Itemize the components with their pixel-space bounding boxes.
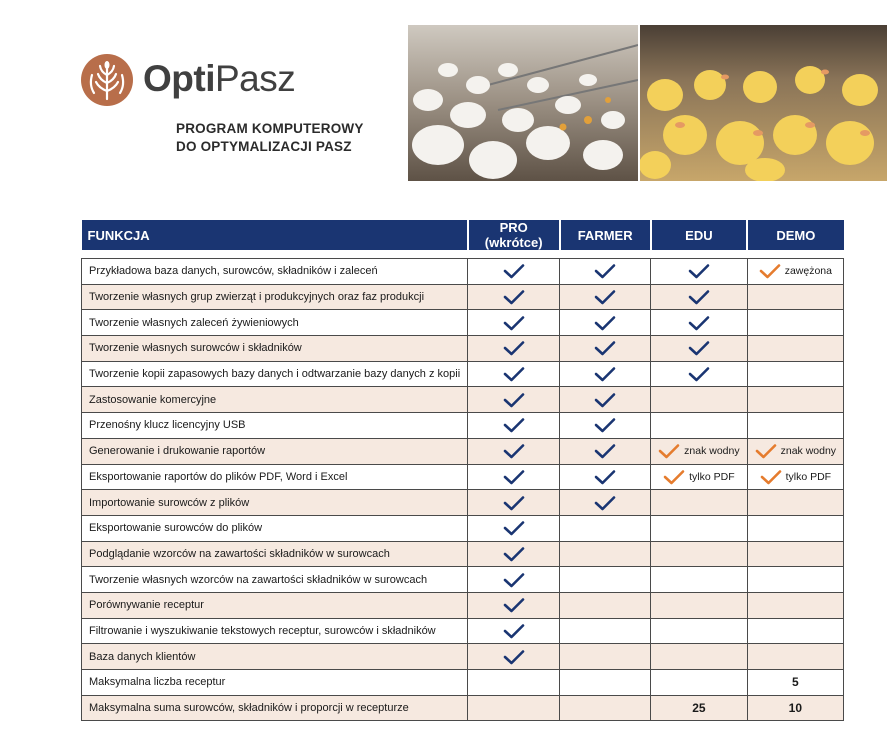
feature-cell xyxy=(468,592,560,618)
blue-check-icon xyxy=(594,263,616,279)
feature-name: Tworzenie własnych wzorców na zawartości składników w surowcach xyxy=(82,567,468,593)
blue-check-icon xyxy=(688,289,710,305)
feature-cell xyxy=(560,413,651,439)
empty-cell xyxy=(747,336,843,362)
empty-cell xyxy=(651,387,747,413)
limit-value: 25 xyxy=(651,695,747,721)
table-row xyxy=(82,361,844,387)
feature-name: Podglądanie wzorców na zawartości składników w surowcach xyxy=(82,541,468,567)
feature-name: Maksymalna liczba receptur xyxy=(82,670,468,696)
table-row xyxy=(82,592,844,618)
empty-cell xyxy=(560,695,651,721)
table-row xyxy=(82,464,844,490)
feature-name: Przykładowa baza danych, surowców, składników i zaleceń xyxy=(82,259,468,285)
feature-name: Przenośny klucz licencyjny USB xyxy=(82,413,468,439)
empty-cell xyxy=(747,567,843,593)
brand-light: Pasz xyxy=(214,58,296,99)
feature-cell xyxy=(560,361,651,387)
empty-cell xyxy=(651,592,747,618)
feature-cell xyxy=(468,336,560,362)
feature-cell-limited xyxy=(747,259,843,285)
blue-check-icon xyxy=(503,597,525,613)
empty-cell xyxy=(651,567,747,593)
feature-cell xyxy=(468,464,560,490)
feature-name: Eksportowanie surowców do plików xyxy=(82,515,468,541)
feature-cell xyxy=(468,413,560,439)
limitation-note: tylko PDF xyxy=(785,470,832,483)
feature-name: Eksportowanie raportów do plików PDF, Word i Excel xyxy=(82,464,468,490)
feature-name: Tworzenie własnych surowców i składników xyxy=(82,336,468,362)
feature-cell xyxy=(560,310,651,336)
feature-cell xyxy=(651,336,747,362)
feature-cell xyxy=(468,310,560,336)
blue-check-icon xyxy=(503,289,525,305)
empty-cell xyxy=(560,618,651,644)
table-row xyxy=(82,490,844,516)
feature-cell xyxy=(468,567,560,593)
blue-check-icon xyxy=(503,443,525,459)
blue-check-icon xyxy=(594,315,616,331)
blue-check-icon xyxy=(503,623,525,639)
empty-cell xyxy=(651,618,747,644)
chickens-photo xyxy=(408,25,638,181)
empty-cell xyxy=(560,644,651,670)
table-row xyxy=(82,618,844,644)
blue-check-icon xyxy=(594,392,616,408)
feature-comparison-table xyxy=(81,220,844,721)
empty-cell xyxy=(747,361,843,387)
column-header-farmer: FARMER xyxy=(560,220,651,250)
limitation-note: zawężona xyxy=(784,265,832,278)
blue-check-icon xyxy=(503,263,525,279)
feature-cell xyxy=(651,361,747,387)
blue-check-icon xyxy=(594,443,616,459)
brand-bold: Opti xyxy=(143,58,215,99)
feature-name: Zastosowanie komercyjne xyxy=(82,387,468,413)
feature-cell xyxy=(560,336,651,362)
blue-check-icon xyxy=(503,340,525,356)
empty-cell xyxy=(747,515,843,541)
empty-cell xyxy=(468,695,560,721)
empty-cell xyxy=(560,592,651,618)
feature-cell-limited xyxy=(651,438,747,464)
column-header-edu: EDU xyxy=(651,220,747,250)
empty-cell xyxy=(747,413,843,439)
blue-check-icon xyxy=(503,520,525,536)
column-header-demo: DEMO xyxy=(747,220,843,250)
empty-cell xyxy=(747,284,843,310)
column-header-funkcja: FUNKCJA xyxy=(82,220,468,250)
blue-check-icon xyxy=(594,366,616,382)
feature-cell xyxy=(560,438,651,464)
empty-cell xyxy=(560,515,651,541)
brand-wordmark xyxy=(143,57,295,101)
feature-cell xyxy=(468,284,560,310)
feature-cell xyxy=(468,618,560,644)
empty-cell xyxy=(651,541,747,567)
feature-name: Generowanie i drukowanie raportów xyxy=(82,438,468,464)
blue-check-icon xyxy=(503,649,525,665)
feature-name: Baza danych klientów xyxy=(82,644,468,670)
empty-cell xyxy=(651,413,747,439)
empty-cell xyxy=(651,644,747,670)
table-row xyxy=(82,387,844,413)
orange-check-icon xyxy=(658,443,680,459)
empty-cell xyxy=(747,592,843,618)
empty-cell xyxy=(747,644,843,670)
feature-cell-limited xyxy=(747,464,843,490)
wheat-logo-icon xyxy=(80,53,134,107)
blue-check-icon xyxy=(594,340,616,356)
limitation-note: znak wodny xyxy=(684,445,740,458)
feature-cell xyxy=(560,259,651,285)
table-row xyxy=(82,259,844,285)
blue-check-icon xyxy=(594,417,616,433)
blue-check-icon xyxy=(688,315,710,331)
feature-name: Tworzenie własnych zaleceń żywieniowych xyxy=(82,310,468,336)
feature-name: Maksymalna suma surowców, składników i proporcji w recepturze xyxy=(82,695,468,721)
blue-check-icon xyxy=(503,546,525,562)
feature-cell xyxy=(560,490,651,516)
table-row xyxy=(82,695,844,721)
table-row xyxy=(82,336,844,362)
table-row xyxy=(82,310,844,336)
feature-cell xyxy=(560,387,651,413)
table-row xyxy=(82,644,844,670)
feature-cell xyxy=(468,515,560,541)
feature-cell xyxy=(468,361,560,387)
feature-cell xyxy=(468,387,560,413)
table-row xyxy=(82,670,844,696)
orange-check-icon xyxy=(663,469,685,485)
limitation-note: znak wodny xyxy=(780,445,837,458)
empty-cell xyxy=(651,670,747,696)
blue-check-icon xyxy=(688,263,710,279)
ducklings-photo xyxy=(640,25,887,181)
table-row xyxy=(82,413,844,439)
blue-check-icon xyxy=(594,289,616,305)
feature-cell-limited xyxy=(651,464,747,490)
orange-check-icon xyxy=(755,443,777,459)
limit-value: 10 xyxy=(747,695,843,721)
feature-cell-limited xyxy=(747,438,843,464)
empty-cell xyxy=(651,490,747,516)
table-row xyxy=(82,515,844,541)
feature-cell xyxy=(468,259,560,285)
empty-cell xyxy=(747,490,843,516)
column-header-pro: PRO (wkrótce) xyxy=(468,220,560,250)
feature-cell xyxy=(651,310,747,336)
feature-cell xyxy=(560,284,651,310)
empty-cell xyxy=(468,670,560,696)
table-row xyxy=(82,284,844,310)
feature-name: Filtrowanie i wyszukiwanie tekstowych receptur, surowców i składników xyxy=(82,618,468,644)
blue-check-icon xyxy=(503,469,525,485)
table-row xyxy=(82,438,844,464)
blue-check-icon xyxy=(688,366,710,382)
feature-name: Tworzenie kopii zapasowych bazy danych i odtwarzanie bazy danych z kopii xyxy=(82,361,468,387)
blue-check-icon xyxy=(503,392,525,408)
orange-check-icon xyxy=(760,469,782,485)
blue-check-icon xyxy=(503,417,525,433)
limitation-note: tylko PDF xyxy=(689,470,735,483)
blue-check-icon xyxy=(503,572,525,588)
feature-name: Porównywanie receptur xyxy=(82,592,468,618)
feature-name: Tworzenie własnych grup zwierząt i produkcyjnych oraz faz produkcji xyxy=(82,284,468,310)
empty-cell xyxy=(651,515,747,541)
empty-cell xyxy=(560,541,651,567)
feature-cell xyxy=(651,259,747,285)
blue-check-icon xyxy=(594,469,616,485)
empty-cell xyxy=(747,387,843,413)
feature-cell xyxy=(651,284,747,310)
table-row xyxy=(82,567,844,593)
blue-check-icon xyxy=(688,340,710,356)
empty-cell xyxy=(747,541,843,567)
feature-cell xyxy=(560,464,651,490)
feature-name: Importowanie surowców z plików xyxy=(82,490,468,516)
tagline-line-1: PROGRAM KOMPUTEROWY xyxy=(176,121,364,136)
blue-check-icon xyxy=(503,366,525,382)
orange-check-icon xyxy=(759,263,781,279)
feature-cell xyxy=(468,438,560,464)
empty-cell xyxy=(747,618,843,644)
blue-check-icon xyxy=(503,315,525,331)
limit-value: 5 xyxy=(747,670,843,696)
blue-check-icon xyxy=(594,495,616,511)
feature-cell xyxy=(468,490,560,516)
empty-cell xyxy=(560,670,651,696)
feature-cell xyxy=(468,644,560,670)
tagline-line-2: DO OPTYMALIZACJI PASZ xyxy=(176,139,352,154)
blue-check-icon xyxy=(503,495,525,511)
empty-cell xyxy=(747,310,843,336)
feature-cell xyxy=(468,541,560,567)
empty-cell xyxy=(560,567,651,593)
table-header-row xyxy=(82,220,844,250)
table-row xyxy=(82,541,844,567)
